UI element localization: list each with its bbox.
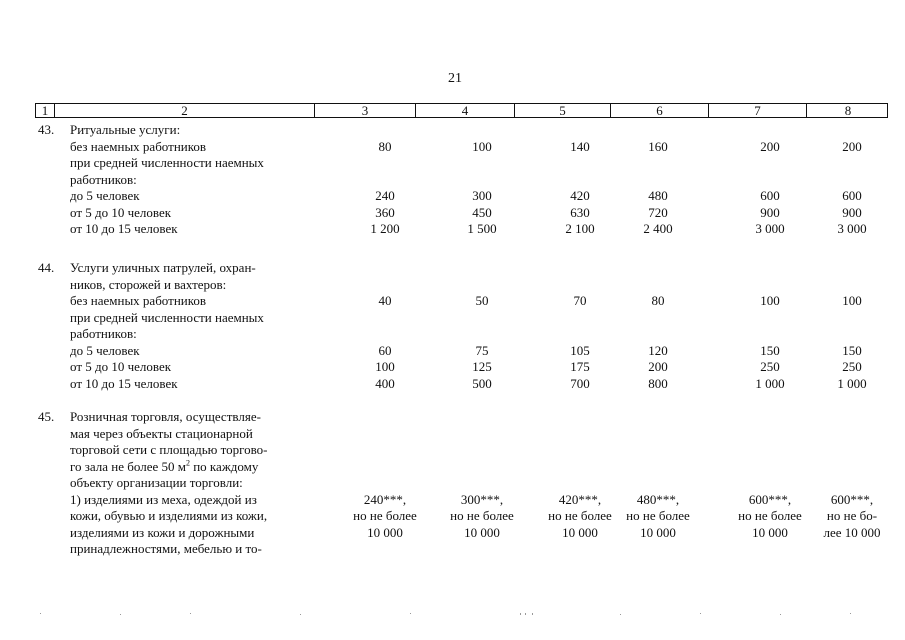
- value-cell-col-8: лее 10 000: [823, 524, 881, 540]
- table-row: [0, 343, 905, 360]
- value-cell-col-4: 125: [472, 359, 492, 374]
- table-row: [0, 155, 905, 172]
- header-cell-2: 2: [55, 104, 315, 117]
- table-row: [0, 442, 905, 459]
- table-header-row: [35, 103, 888, 118]
- table-row: [0, 492, 905, 509]
- row-label: изделиями из кожи и дорожными: [70, 524, 255, 540]
- value-cell-col-5: 175: [570, 359, 590, 374]
- row-label: до 5 человек: [70, 342, 140, 358]
- row-label: без наемных работников: [70, 138, 207, 154]
- value-cell-col-7: но не более: [738, 508, 802, 523]
- value-cell-col-8: 3 000: [837, 221, 867, 236]
- table-row: [0, 139, 905, 156]
- row-label: работников:: [70, 326, 137, 341]
- section-43: [0, 122, 905, 238]
- value-cell-col-4: 500: [472, 375, 492, 391]
- row-label: работников:: [70, 171, 137, 187]
- table-row: [0, 541, 905, 558]
- table-row: [0, 205, 905, 222]
- value-cell-col-4: 10 000: [464, 524, 500, 540]
- scan-artifact-line: [0, 612, 905, 616]
- superscript: 2: [185, 458, 190, 468]
- value-cell-col-7: 10 000: [752, 524, 788, 540]
- item-number: 43.: [38, 122, 55, 137]
- item-number: 45.: [38, 409, 55, 424]
- value-cell-col-3: 60: [378, 342, 392, 358]
- value-cell-col-8: 200: [842, 138, 862, 154]
- table-row: [0, 426, 905, 443]
- table-row: [0, 508, 905, 525]
- table-row: [0, 376, 905, 393]
- value-cell-col-7: 600: [760, 188, 780, 203]
- value-cell-col-4: 50: [475, 293, 489, 308]
- value-cell-col-6: 480***,: [636, 491, 680, 507]
- header-cell-1: 1: [36, 104, 55, 117]
- value-cell-col-3: 360: [375, 204, 395, 220]
- table-row: [0, 221, 905, 238]
- row-label: от 5 до 10 человек: [70, 204, 172, 220]
- value-cell-col-3: 400: [375, 375, 395, 391]
- value-cell-col-5: 70: [573, 293, 587, 308]
- value-cell-col-6: 2 400: [643, 221, 673, 236]
- row-label: до 5 человек: [70, 188, 140, 203]
- value-cell-col-7: 150: [760, 342, 780, 358]
- value-cell-col-6: 480: [648, 188, 668, 203]
- value-cell-col-6: 200: [648, 359, 668, 374]
- value-cell-col-5: 700: [570, 375, 590, 391]
- value-cell-col-5: но не более: [548, 508, 612, 523]
- row-label: при средней численности наемных: [70, 155, 264, 170]
- row-label: торговой сети с площадью торгово-: [70, 442, 268, 457]
- table-row: [0, 409, 905, 426]
- value-cell-col-6: 120: [648, 342, 668, 358]
- value-cell-col-6: 720: [648, 204, 668, 220]
- row-label: Ритуальные услуги:: [70, 122, 181, 137]
- value-cell-col-4: 1 500: [467, 221, 497, 236]
- table-row: [0, 475, 905, 492]
- value-cell-col-3: 10 000: [367, 524, 403, 540]
- row-label-text: го зала не более 50 м: [70, 458, 186, 474]
- table-row: [0, 172, 905, 189]
- row-label: Услуги уличных патрулей, охран-: [70, 260, 256, 275]
- table-row: [0, 188, 905, 205]
- row-label: от 5 до 10 человек: [70, 359, 172, 374]
- item-number: 44.: [38, 260, 55, 275]
- row-label: от 10 до 15 человек: [70, 375, 178, 391]
- table-row: [0, 277, 905, 294]
- row-label: от 10 до 15 человек: [70, 221, 178, 236]
- table-row: [0, 293, 905, 310]
- row-label: без наемных работников: [70, 293, 207, 308]
- row-label: [70, 459, 258, 476]
- row-label-text: по каждому: [189, 458, 259, 474]
- value-cell-col-6: 800: [648, 375, 668, 391]
- header-cell-5: 5: [515, 104, 611, 117]
- section-45: [0, 409, 905, 558]
- value-cell-col-5: 10 000: [562, 524, 598, 540]
- value-cell-col-6: 160: [648, 138, 668, 154]
- value-cell-col-6: но не более: [626, 508, 690, 523]
- value-cell-col-4: 75: [475, 342, 489, 358]
- value-cell-col-3: 240: [375, 188, 395, 203]
- value-cell-col-7: 100: [760, 293, 780, 308]
- header-cell-8: 8: [844, 103, 852, 118]
- row-label: кожи, обувью и изделиями из кожи,: [70, 508, 268, 523]
- value-cell-col-8: 600: [842, 188, 862, 203]
- row-label: объекту организации торговли:: [70, 475, 243, 490]
- table-row: [0, 310, 905, 327]
- value-cell-col-4: 450: [472, 204, 492, 220]
- value-cell-col-7: 1 000: [755, 375, 785, 391]
- value-cell-col-3: 100: [375, 359, 395, 374]
- table-row: [0, 122, 905, 139]
- value-cell-col-6: 80: [651, 293, 665, 308]
- table-row: [0, 326, 905, 343]
- value-cell-col-8: 900: [842, 204, 862, 220]
- header-cell-3: 3: [315, 104, 416, 117]
- header-cell-4: 4: [416, 104, 515, 117]
- table-row: [0, 260, 905, 277]
- value-cell-col-3: 240***,: [363, 491, 407, 507]
- value-cell-col-8: 150: [842, 342, 862, 358]
- value-cell-col-7: 600***,: [748, 491, 792, 507]
- value-cell-col-8: 600***,: [830, 491, 874, 507]
- value-cell-col-8: 100: [842, 293, 862, 308]
- value-cell-col-5: 105: [570, 342, 590, 358]
- value-cell-col-7: 250: [760, 359, 780, 374]
- value-cell-col-4: 300***,: [460, 491, 504, 507]
- value-cell-col-3: 1 200: [370, 221, 400, 236]
- row-label: Розничная торговля, осуществляе-: [70, 409, 261, 424]
- value-cell-col-8: 250: [842, 359, 862, 374]
- table-row: [0, 359, 905, 376]
- value-cell-col-8: но не бо-: [826, 508, 878, 523]
- section-44: [0, 260, 905, 392]
- row-label: при средней численности наемных: [70, 309, 264, 325]
- value-cell-col-5: 630: [570, 204, 590, 220]
- row-label: принадлежностями, мебелью и то-: [70, 541, 262, 556]
- value-cell-col-5: 420***,: [558, 491, 602, 507]
- value-cell-col-8: 1 000: [837, 375, 867, 391]
- value-cell-col-4: но не более: [450, 508, 514, 523]
- row-label: мая через объекты стационарной: [70, 425, 253, 441]
- page-number: 21: [448, 71, 462, 86]
- value-cell-col-3: 40: [378, 293, 392, 308]
- table-row: [0, 459, 905, 476]
- value-cell-col-4: 100: [472, 138, 492, 154]
- value-cell-col-7: 3 000: [755, 221, 785, 236]
- row-label: 1) изделиями из меха, одеждой из: [70, 491, 257, 507]
- table-row: [0, 525, 905, 542]
- value-cell-col-5: 140: [570, 138, 590, 154]
- value-cell-col-7: 900: [760, 204, 780, 220]
- row-label: ников, сторожей и вахтеров:: [70, 276, 227, 292]
- value-cell-col-5: 2 100: [565, 221, 595, 236]
- value-cell-col-5: 420: [570, 188, 590, 203]
- value-cell-col-3: 80: [378, 138, 392, 154]
- value-cell-col-6: 10 000: [640, 524, 676, 540]
- value-cell-col-4: 300: [472, 188, 492, 203]
- value-cell-col-7: 200: [760, 138, 780, 154]
- header-cell-7: 7: [709, 104, 807, 117]
- header-cell-6: 6: [611, 104, 709, 117]
- value-cell-col-3: но не более: [353, 508, 417, 523]
